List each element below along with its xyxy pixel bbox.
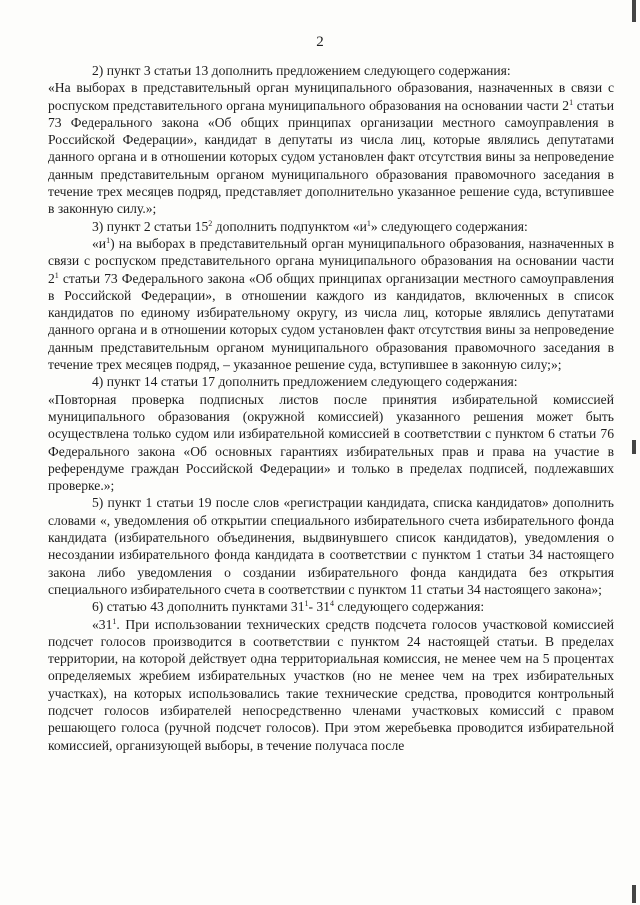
item-2-quote-part-a: «На выборах в представительный орган муниципального образования, назначенных в связи с роспуском представительного органа муниципального образования на основании части 2	[48, 80, 614, 113]
superscript: 2	[208, 218, 213, 228]
superscript: 1	[304, 599, 309, 609]
scan-edge-mark	[632, 0, 636, 22]
item-3-lead-part-a: 3) пункт 2 статьи 15	[92, 218, 209, 234]
item-5-text: 5) пункт 1 статьи 19 после слов «регистрации кандидата, списка кандидатов» дополнить словами «, уведомления об открытии специального избирательного счета избирательного фонда кандидата (избирательного объединения, выдвинувшего список кандидатов), уведомления о несоздании избирательного фонда кандидата в соответствии с пунктом 1 статьи 34 настоящего закона либо уведомления о создании избирательного фонда кандидата без открытия специального избирательного счета в соответствии с пунктом 11 статьи 34 настоящего закона»;	[48, 495, 614, 597]
item-3-quote-part-b: ) на выборах в представительный орган муниципального образования, назначенных в связи с роспуском представительного органа муниципального образования на основании части 2	[48, 235, 614, 286]
item-3-quote	[48, 235, 614, 373]
superscript: 1	[106, 235, 111, 245]
item-4-lead: 4) пункт 14 статьи 17 дополнить предложением следующего содержания:	[92, 374, 518, 390]
item-6-lead-part-a: 6) статью 43 дополнить пунктами 31	[92, 599, 305, 615]
scan-edge-mark	[632, 885, 636, 903]
item-2-quote	[48, 79, 614, 217]
item-6-lead-part-c: следующего содержания:	[334, 599, 485, 615]
superscript: 1	[569, 97, 574, 107]
item-6-quote-part-b: . При использовании технических средств подсчета голосов участковой комиссией подсчет голосов производится в соответствии с пунктом 24 настоящей статьи. В пределах территории, на которой действует одна территориальная комиссия, не менее чем на 5 процентах определяемых жребием избирательных участков (но не менее чем на трех избирательных участках), на которых использовались такие технические средства, проводится контрольный подсчет голосов избирателей непосредственно членами участковых комиссий с правом решающего голоса (ручной подсчет голосов). При этом жеребьевка проводится избирательной комиссией, организующей выборы, в течение получаса после	[48, 616, 614, 753]
item-3-lead-part-c: » следующего содержания:	[370, 218, 528, 234]
superscript: 1	[54, 270, 59, 280]
item-3-lead-part-b: дополнить подпунктом «и	[212, 218, 367, 234]
item-6-quote	[48, 616, 614, 754]
item-6-lead-part-b: - 31	[308, 599, 331, 615]
page-number: 2	[316, 34, 324, 50]
superscript: 1	[366, 218, 371, 228]
item-3-quote-part-c: статьи 73 Федерального закона «Об общих принципах организации местного самоуправления в Российской Федерации», в отношении каждого из кандидатов, включенных в список кандидатов по единому избирательному округу, из числа лиц, которые являлись депутатами данного органа и в отношении которых судом установлен факт отсутствия вины за непроведение данным представительным органом муниципального образования правомочного заседания в течение трех месяцев подряд, – указанное решение суда, вступившее в законную силу;»;	[48, 270, 614, 373]
item-2-lead: 2) пункт 3 статьи 13 дополнить предложением следующего содержания:	[92, 63, 511, 78]
scan-edge-mark	[632, 440, 636, 454]
superscript: 1	[112, 616, 117, 626]
superscript: 4	[330, 599, 335, 609]
item-6-quote-part-a: «31	[92, 616, 113, 632]
item-6-lead	[48, 598, 614, 615]
item-2-quote-part-b: статьи 73 Федерального закона «Об общих принципах организации местного самоуправления в Российской Федерации», кандидат в депутаты из числа лиц, которые являлись депутатами данного органа и в отношении которых судом установлен факт отсутствия вины за непроведение данным представительным органом муниципального образования правомочного заседания в течение трех месяцев подряд, представляет дополнительно указанное решение суда, вступившее в законную силу.»;	[48, 97, 614, 217]
document-body	[48, 62, 614, 754]
item-3-lead	[48, 218, 614, 235]
item-3-quote-part-a: «и	[92, 235, 107, 251]
item-4-quote: «Повторная проверка подписных листов после принятия избирательной комиссией муниципального образования (окружной комиссией) указанного решения может быть осуществлена только судом или избирательной комиссией в соответствии с пунктом 6 статьи 76 Федерального закона «Об основных гарантиях избирательных прав и права на участие в референдуме граждан Российской Федерации» и только в пределах подписей, подлежавших проверке.»;	[48, 391, 614, 494]
